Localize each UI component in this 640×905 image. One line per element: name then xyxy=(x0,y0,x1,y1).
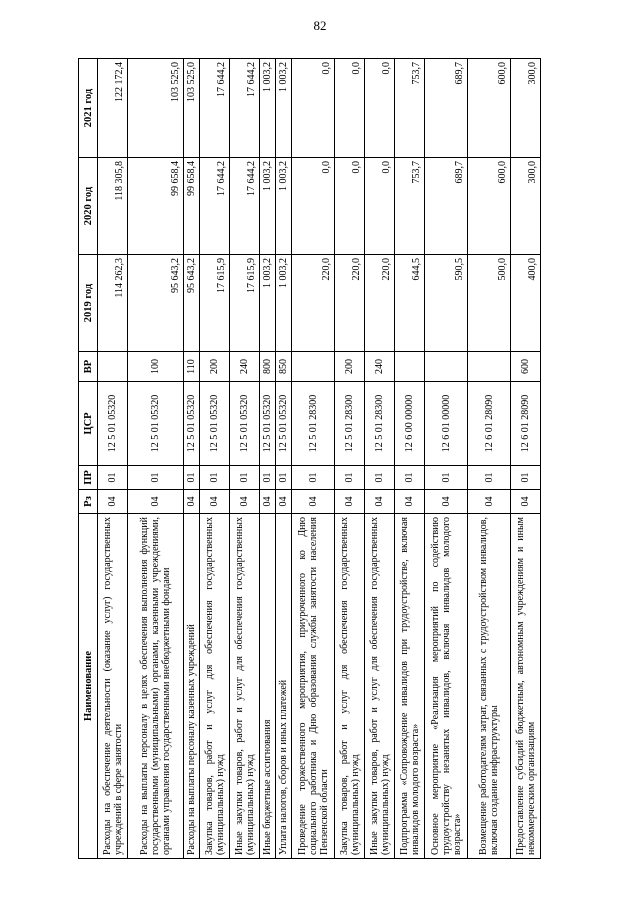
cell-y2020: 1 003,2 xyxy=(276,158,292,255)
cell-y2019: 400,0 xyxy=(511,255,541,352)
cell-pr: 01 xyxy=(468,466,511,490)
cell-rz: 04 xyxy=(98,490,128,514)
cell-vr: 240 xyxy=(230,352,260,382)
cell-y2020: 0,0 xyxy=(335,158,365,255)
cell-vr xyxy=(425,352,468,382)
cell-name: Расходы на обеспечение деятельности (оказание услуг) государственных учреждений в сфере занятости xyxy=(98,514,128,859)
cell-csr: 12 5 01 05320 xyxy=(128,382,184,466)
cell-vr: 850 xyxy=(276,352,292,382)
table-row xyxy=(230,59,260,859)
cell-rz: 04 xyxy=(184,490,200,514)
page-number: 82 xyxy=(313,18,327,33)
cell-y2021: 1 003,2 xyxy=(260,59,276,158)
header-pr: ПР xyxy=(79,466,98,490)
cell-name: Проведение торжественного мероприятия, приуроченного ко Дню социального работника и Дню образования службы занятости населения Пензенской области xyxy=(292,514,335,859)
cell-y2020: 689,7 xyxy=(425,158,468,255)
cell-csr: 12 5 01 05320 xyxy=(230,382,260,466)
cell-y2021: 0,0 xyxy=(292,59,335,158)
cell-csr: 12 5 01 28300 xyxy=(335,382,365,466)
table-row xyxy=(425,59,468,859)
cell-rz: 04 xyxy=(260,490,276,514)
table-row xyxy=(276,59,292,859)
cell-name: Подпрограмма «Сопровождение инвалидов при трудоустройстве, включая инвалидов молодого возраста» xyxy=(395,514,425,859)
header-csr: ЦСР xyxy=(79,382,98,466)
cell-pr: 01 xyxy=(128,466,184,490)
cell-pr: 01 xyxy=(425,466,468,490)
cell-pr: 01 xyxy=(365,466,395,490)
cell-name: Закупка товаров, работ и услуг для обеспечения государственных (муниципальных) нужд xyxy=(335,514,365,859)
header-rz: Рз xyxy=(79,490,98,514)
cell-y2021: 17 644,2 xyxy=(200,59,230,158)
cell-name: Уплата налогов, сборов и иных платежей xyxy=(276,514,292,859)
cell-csr: 12 6 01 28090 xyxy=(511,382,541,466)
rotated-table-container xyxy=(78,59,548,859)
cell-rz: 04 xyxy=(395,490,425,514)
cell-vr xyxy=(395,352,425,382)
cell-vr: 800 xyxy=(260,352,276,382)
cell-name: Иные закупки товаров, работ и услуг для обеспечения государственных (муниципальных) нужд xyxy=(230,514,260,859)
table-row xyxy=(365,59,395,859)
cell-csr: 12 5 01 05320 xyxy=(184,382,200,466)
table-row xyxy=(98,59,128,859)
cell-y2019: 220,0 xyxy=(335,255,365,352)
cell-pr: 01 xyxy=(260,466,276,490)
cell-vr: 100 xyxy=(128,352,184,382)
cell-vr: 240 xyxy=(365,352,395,382)
cell-pr: 01 xyxy=(200,466,230,490)
cell-name: Иные закупки товаров, работ и услуг для обеспечения государственных (муниципальных) нужд xyxy=(365,514,395,859)
cell-y2021: 753,7 xyxy=(395,59,425,158)
cell-vr xyxy=(468,352,511,382)
cell-csr: 12 5 01 28300 xyxy=(292,382,335,466)
cell-pr: 01 xyxy=(292,466,335,490)
cell-name: Расходы на выплаты персоналу казенных учреждений xyxy=(184,514,200,859)
cell-y2021: 103 525,0 xyxy=(128,59,184,158)
cell-y2019: 95 643,2 xyxy=(128,255,184,352)
cell-y2020: 118 305,8 xyxy=(98,158,128,255)
cell-rz: 04 xyxy=(425,490,468,514)
table-row xyxy=(184,59,200,859)
header-vr: ВР xyxy=(79,352,98,382)
table-body xyxy=(98,59,541,859)
cell-name: Возмещение работодателям затрат, связанных с трудоустройством инвалидов, включая создание инфраструктуры xyxy=(468,514,511,859)
cell-csr: 12 5 01 28300 xyxy=(365,382,395,466)
cell-vr: 110 xyxy=(184,352,200,382)
cell-y2020: 17 644,2 xyxy=(230,158,260,255)
cell-vr: 200 xyxy=(335,352,365,382)
cell-pr: 01 xyxy=(184,466,200,490)
cell-csr: 12 5 01 05320 xyxy=(260,382,276,466)
cell-csr: 12 6 00 00000 xyxy=(395,382,425,466)
cell-y2020: 99 658,4 xyxy=(128,158,184,255)
cell-y2019: 114 262,3 xyxy=(98,255,128,352)
cell-pr: 01 xyxy=(98,466,128,490)
cell-y2020: 600,0 xyxy=(468,158,511,255)
cell-y2020: 17 644,2 xyxy=(200,158,230,255)
cell-y2021: 122 172,4 xyxy=(98,59,128,158)
cell-y2019: 590,5 xyxy=(425,255,468,352)
table-row xyxy=(260,59,276,859)
cell-y2019: 644,5 xyxy=(395,255,425,352)
cell-csr: 12 6 01 00000 xyxy=(425,382,468,466)
cell-rz: 04 xyxy=(230,490,260,514)
cell-csr: 12 5 01 05320 xyxy=(276,382,292,466)
cell-y2021: 17 644,2 xyxy=(230,59,260,158)
cell-name: Иные бюджетные ассигнования xyxy=(260,514,276,859)
header-2021: 2021 год xyxy=(79,59,98,158)
cell-rz: 04 xyxy=(128,490,184,514)
cell-y2020: 0,0 xyxy=(292,158,335,255)
cell-pr: 01 xyxy=(395,466,425,490)
cell-y2020: 300,0 xyxy=(511,158,541,255)
cell-y2021: 600,0 xyxy=(468,59,511,158)
cell-pr: 01 xyxy=(511,466,541,490)
cell-y2020: 99 658,4 xyxy=(184,158,200,255)
cell-y2019: 220,0 xyxy=(292,255,335,352)
cell-rz: 04 xyxy=(276,490,292,514)
cell-pr: 01 xyxy=(335,466,365,490)
cell-csr: 12 5 01 05320 xyxy=(98,382,128,466)
cell-y2019: 17 615,9 xyxy=(230,255,260,352)
cell-name: Предоставление субсидий бюджетным, автономным учреждениям и иным некоммерческим организациям xyxy=(511,514,541,859)
header-2020: 2020 год xyxy=(79,158,98,255)
cell-y2019: 17 615,9 xyxy=(200,255,230,352)
table-row xyxy=(335,59,365,859)
table-row xyxy=(128,59,184,859)
table-row xyxy=(395,59,425,859)
cell-name: Расходы на выплаты персоналу в целях обеспечения выполнения функций государственными (муниципальными) органами, казенными учреждениями, органами управления государственными внебюджетными фондами xyxy=(128,514,184,859)
cell-y2019: 500,0 xyxy=(468,255,511,352)
cell-rz: 04 xyxy=(468,490,511,514)
cell-y2019: 1 003,2 xyxy=(260,255,276,352)
cell-y2020: 753,7 xyxy=(395,158,425,255)
table-header-row xyxy=(79,59,98,859)
cell-name: Закупка товаров, работ и услуг для обеспечения государственных (муниципальных) нужд xyxy=(200,514,230,859)
cell-y2020: 0,0 xyxy=(365,158,395,255)
cell-rz: 04 xyxy=(335,490,365,514)
header-2019: 2019 год xyxy=(79,255,98,352)
cell-y2021: 300,0 xyxy=(511,59,541,158)
cell-rz: 04 xyxy=(511,490,541,514)
cell-vr: 600 xyxy=(511,352,541,382)
cell-y2021: 1 003,2 xyxy=(276,59,292,158)
cell-y2021: 0,0 xyxy=(335,59,365,158)
cell-y2019: 95 643,2 xyxy=(184,255,200,352)
cell-y2021: 0,0 xyxy=(365,59,395,158)
cell-y2021: 689,7 xyxy=(425,59,468,158)
cell-y2020: 1 003,2 xyxy=(260,158,276,255)
table-row xyxy=(468,59,511,859)
cell-csr: 12 5 01 05320 xyxy=(200,382,230,466)
header-name: Наименование xyxy=(79,514,98,859)
cell-vr: 200 xyxy=(200,352,230,382)
cell-y2021: 103 525,0 xyxy=(184,59,200,158)
table-row xyxy=(511,59,541,859)
cell-y2019: 220,0 xyxy=(365,255,395,352)
cell-y2019: 1 003,2 xyxy=(276,255,292,352)
cell-rz: 04 xyxy=(365,490,395,514)
cell-vr xyxy=(98,352,128,382)
budget-table xyxy=(78,58,541,859)
cell-pr: 01 xyxy=(230,466,260,490)
cell-vr xyxy=(292,352,335,382)
cell-rz: 04 xyxy=(200,490,230,514)
cell-pr: 01 xyxy=(276,466,292,490)
table-row xyxy=(292,59,335,859)
cell-name: Основное мероприятие «Реализация мероприятий по содействию трудоустройству незанятых инвалидов, включая инвалидов молодого возраста» xyxy=(425,514,468,859)
cell-rz: 04 xyxy=(292,490,335,514)
table-row xyxy=(200,59,230,859)
cell-csr: 12 6 01 28090 xyxy=(468,382,511,466)
